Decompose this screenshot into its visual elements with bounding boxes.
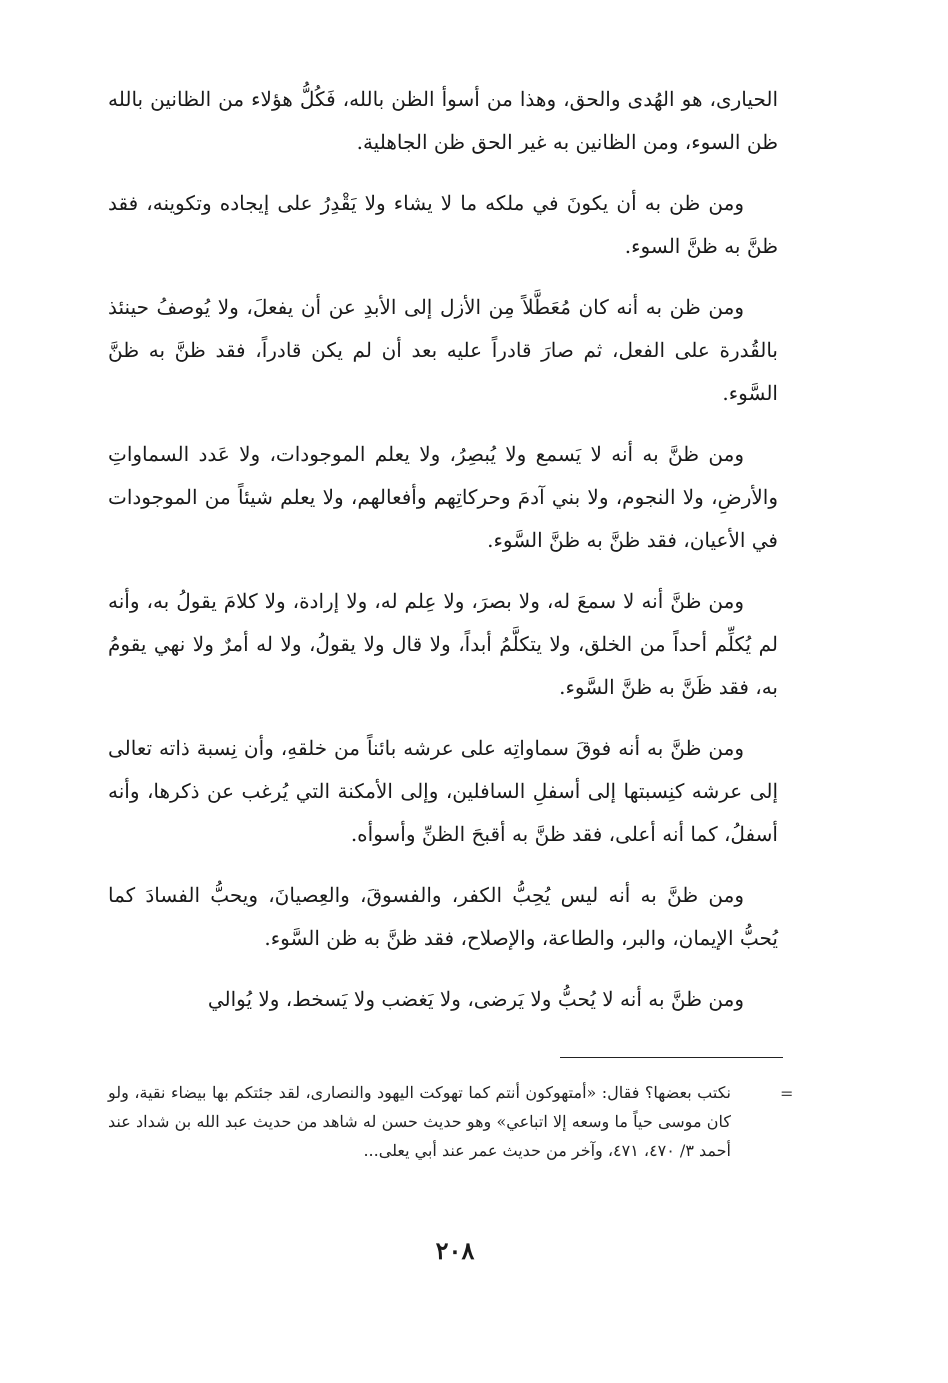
paragraph-4: ومن ظنَّ به أنه لا يَسمع ولا يُبصِرُ، ولا يعلم الموجودات، ولا عَدد السماواتِ والأرضِ، ولا النجوم، ولا بني آدمَ وحركاتِهم وأفعالهم، ولا يعلم شيئاً من الموجودات في الأعيان، فقد ظنَّ به ظنَّ السَّوء. <box>108 442 778 552</box>
paragraph-1: الحيارى، هو الهُدى والحق، وهذا من أسوأ الظن بالله، فَكُلُّ هؤلاء من الظانين بالله ظن السوء، ومن الظانين به غير الحق ظن الجاهلية. <box>108 87 778 154</box>
paragraph-3: ومن ظن به أنه كان مُعَطَّلاً مِن الأزل إلى الأبدِ عن أن يفعلَ، ولا يُوصفُ حينئذ بالقُدرة على الفعل، ثم صارَ قادراً عليه بعد أن لم يكن قادراً، فقد ظنَّ به ظنَّ السَّوء. <box>108 295 778 405</box>
paragraph-2: ومن ظن به أن يكونَ في ملكه ما لا يشاء ولا يَقْدِرُ على إيجاده وتكوينه، فقد ظنَّ به ظنَّ السوء. <box>108 191 778 258</box>
footnote-text: نكتب بعضها؟ فقال: «أمتهوكون أنتم كما تهوكت اليهود والنصارى، لقد جئتكم بها بيضاء نقية، ولو كان موسى حياً ما وسعه إلا اتباعي» وهو حديث حسن له شاهد من حديث عبد الله بن شداد عند أحمد ٣/ ٤٧٠، ٤٧١، وآخر من حديث عمر عند أبي يعلى... <box>108 1083 731 1160</box>
page-number: ٢٠٨ <box>435 1236 475 1265</box>
paragraph-6: ومن ظنَّ به أنه فوقَ سماواتِه على عرشه بائناً من خلقهِ، وأن نِسبة ذاته تعالى إلى عرشه كنِسبتها إلى أسفلِ السافلين، وإلى الأمكنة التي يُرغب عن ذكرها، وأنه أسفلُ، كما أنه أعلى، فقد ظنَّ به أقبحَ الظنِّ وأسوأه. <box>108 736 778 846</box>
footnote-continuation-marker: = <box>780 1084 794 1103</box>
paragraph-7: ومن ظنَّ به أنه ليس يُحِبُّ الكفر، والفسوقَ، والعِصيانَ، ويحبُّ الفسادَ كما يُحبُّ الإيمان، والبر، والطاعة، والإصلاح، فقد ظنَّ به ظن السَّوء. <box>108 883 778 950</box>
main-text <box>108 78 778 1039</box>
footnote-divider <box>560 1057 783 1058</box>
paragraph-5: ومن ظنَّ أنه لا سمعَ له، ولا بصرَ، ولا عِلم له، ولا إرادة، ولا كلامَ يقولُ به، وأنه لم يُكلِّم أحداً من الخلق، ولا يتكلَّمُ أبداً، ولا قال ولا يقولُ، ولا له أمرٌ ولا نهي يقومُ به، فقد ظَنَّ به ظنَّ السَّوء. <box>108 589 778 699</box>
paragraph-8: ومن ظنَّ به أنه لا يُحبُّ ولا يَرضى، ولا يَغضب ولا يَسخط، ولا يُوالي <box>207 987 744 1011</box>
